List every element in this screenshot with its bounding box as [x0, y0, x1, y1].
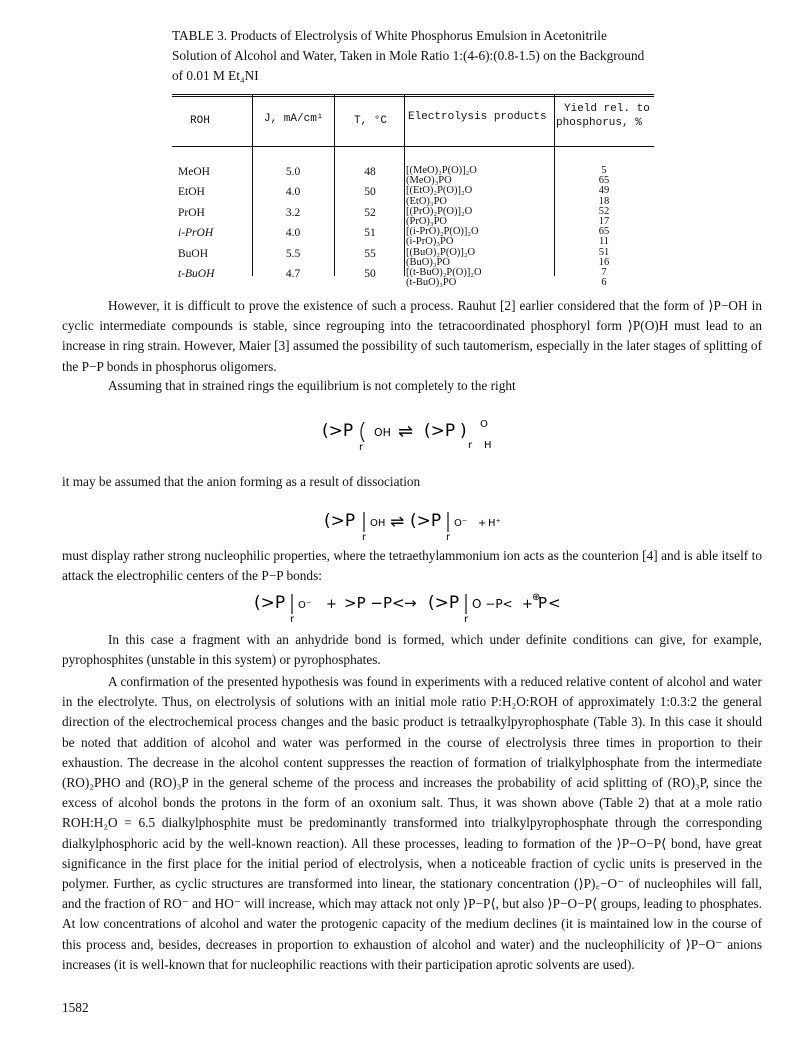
cell-j: 4.7: [285, 267, 301, 280]
cell-roh: MeOH: [178, 166, 210, 178]
header-products: Electrolysis products: [408, 111, 547, 123]
eq2-left-open: (>P: [324, 511, 356, 531]
col-divider-3: [404, 94, 405, 276]
product-tri: (PrO)₃PO: [406, 215, 447, 227]
product-tri: (MeO)₃PO: [406, 175, 452, 187]
eq1-right-h: H: [484, 440, 492, 451]
product-pyro: [(i-PrO)₂P(O)]₂O: [406, 226, 479, 238]
eq1-right-close: ): [460, 421, 467, 441]
equation-2-svg: [322, 504, 522, 544]
column-yield: [556, 166, 652, 288]
eq2-plus: +: [478, 518, 487, 529]
cell-t: 51: [364, 227, 376, 240]
eq1-sub-r: r: [359, 442, 364, 453]
eq1-right-o: O: [480, 419, 488, 430]
product-pair: [406, 207, 554, 227]
cell-t: 50: [364, 186, 376, 199]
cell-t: 50: [364, 267, 376, 280]
product-pair: [406, 248, 554, 268]
header-roh: ROH: [190, 115, 210, 127]
yield-pyro: 5: [601, 165, 607, 176]
cell-roh: EtOH: [178, 186, 205, 199]
table-header-rule: [172, 146, 654, 147]
header-t: T, °C: [354, 115, 388, 127]
product-pair: [406, 227, 554, 247]
eq3-left-open: (>P: [254, 593, 286, 613]
product-tri: (t-BuO)₃PO: [406, 277, 457, 289]
eq1-left-open: (>P: [322, 421, 354, 441]
eq2-h-plus: H⁺: [488, 518, 501, 529]
yield-tri: 16: [598, 256, 610, 268]
eq1-arrow: ⇌: [398, 421, 414, 442]
paragraph-1: However, it is difficult to prove the existence of such a process. Rauhut [2] earlier considered that the form of ⟩P−OH in cyclic intermediate compounds is stable, since regrouping into the tetracoordinated phosphoryl form ⟩P(O)H must lead to an increase in ring strain. However, Maier [3] assumed the possibility of such tautomerism, especially in the later stages of splitting of the P−P bonds in phosphorus oligomers.: [62, 298, 762, 374]
equation-3: [252, 586, 592, 633]
yield-pyro: 65: [598, 226, 610, 238]
eq2-sub-r-2: r: [446, 532, 451, 543]
cell-roh: PrOH: [178, 206, 205, 219]
yield-pair: [556, 268, 652, 288]
table-top-rule-2: [172, 96, 654, 97]
cell-t: 55: [364, 247, 376, 260]
eq3-plus-2: +: [522, 597, 533, 612]
cell-roh: i-PrOH: [178, 227, 214, 240]
cell-t: 52: [364, 206, 376, 219]
equation-2: [322, 504, 522, 549]
column-j: [254, 166, 332, 288]
eq3-phos-charge: ⊕: [532, 592, 541, 603]
eq3-plus: +: [326, 597, 337, 612]
eq1-right-open: (>P: [424, 421, 456, 441]
column-products: [406, 166, 554, 288]
yield-pyro: 49: [598, 185, 610, 197]
header-yield-1: Yield rel. to: [564, 103, 650, 115]
column-t: [336, 166, 404, 288]
eq1-left-oh: OH: [374, 426, 391, 439]
yield-pair: [556, 207, 652, 227]
table-caption: TABLE 3. Products of Electrolysis of White Phosphorus Emulsion in Acetonitrile Solution of Alcohol and Water, Taken in Mole Ratio 1:(4-6):(0.8-1.5) on the Background of 0.01 M Et₄NI: [172, 28, 645, 83]
paragraph-6: A confirmation of the presented hypothesis was found in experiments with a reduced relative content of alcohol and water in the electrolyte. Thus, on electrolysis of solutions with an initial mole ratio P:H₂O:ROH of approximately 1:0.3:2 the general direction of the electrochemical process changes and the basic product is tetraalkylpyrophosphate (Table 3). In this case it should be noted that addition of alcohol and water was performed in the course of electrolysis three times in proportion to their exhaustion. The decrease in the alcohol content suppresses the reaction of formation of trialkylphosphate from the intermediate (RO)₂PHO and (RO)₃P in the general scheme of the process and increases the probability of acid splitting of (RO)₃P, since the excess of alcohol bonds the protons in the form of an oxonium salt. Thus, it was shown above (Table 2) that at a mole ratio ROH:H₂O = 6.5 dialkylphosphite must be predominantly transformed into trialkylpyrophosphate through the corresponding dialkylphosphoric acid by the well-known reaction). All these processes, leading to formation of the ⟩P−O−P⟨ bond, have great significance in the first place for the initial period of electrolysis, when a noticeable fraction of cyclic units is preserved in the polymer. Further, as cyclic structures are transformed into linear, the stationary concentration (⟩P)꜀−O⁻ of nucleophiles will fall, and the fraction of RO⁻ and HO⁻ will increase, which may attack not only ⟩P−P⟨, but also ⟩P−O−P⟨ groups, leading to phosphates. At low concentrations of alcohol and water the protogenic capacity of the medium declines (it is maintained low in the course of this process and, besides, decreases in proportion to exhaustion of alcohol and water) and the nucleophilicity of ⟩P−O⁻ anions increases (it is well-known that for nucleophilic reactions with their participation aprotic solvents are used).: [62, 674, 762, 972]
eq3-left-o: O⁻: [298, 600, 312, 611]
yield-tri: 17: [598, 215, 610, 227]
yield-pair: [556, 186, 652, 206]
product-pyro: [(t-BuO)₂P(O)]₂O: [406, 266, 482, 278]
product-pair: [406, 166, 554, 186]
page-number: 1582: [62, 1000, 89, 1015]
col-divider-1: [252, 94, 253, 276]
paragraph-2: Assuming that in strained rings the equilibrium is not completely to the right: [108, 378, 516, 393]
product-pair: [406, 268, 554, 288]
table-3: [172, 94, 654, 289]
cell-j: 5.5: [285, 247, 301, 260]
eq3-pp: >P −P<: [344, 594, 405, 612]
yield-pair: [556, 248, 652, 268]
eq2-right-o: O⁻: [454, 518, 468, 529]
paragraph-3: it may be assumed that the anion forming as a result of dissociation: [62, 474, 421, 489]
product-pyro: [(PrO)₂P(O)]₂O: [406, 205, 473, 217]
product-pyro: [(BuO)₂P(O)]₂O: [406, 246, 476, 258]
yield-pyro: 51: [598, 246, 610, 258]
eq3-sub-r-2: r: [464, 614, 469, 625]
cell-j: 4.0: [285, 186, 301, 199]
eq2-sub-r: r: [362, 532, 367, 543]
equation-1: [320, 412, 520, 461]
paragraph-4: must display rather strong nucleophilic properties, where the tetraethylammonium ion acts as the counterion [4] and is able itself to attack the electrophilic centers of the P−P bonds:: [62, 548, 762, 584]
yield-tri: 18: [598, 195, 610, 207]
yield-pair: [556, 227, 652, 247]
header-yield-2: phosphorus, %: [556, 117, 642, 129]
cell-roh: BuOH: [178, 247, 209, 260]
cell-t: 48: [364, 166, 376, 178]
cell-j: 3.2: [285, 206, 301, 219]
cell-j: 5.0: [285, 166, 301, 178]
eq3-sub-r: r: [290, 614, 295, 625]
yield-tri: 6: [601, 277, 607, 289]
header-j: J, mA/cm¹: [264, 113, 324, 125]
product-pair: [406, 186, 554, 206]
yield-pair: [556, 166, 652, 186]
table-top-rule: [172, 94, 654, 95]
equation-3-svg: [252, 586, 592, 628]
col-divider-4: [554, 94, 555, 276]
product-tri: (i-PrO)₃PO: [406, 236, 454, 248]
product-pyro: [(EtO)₂P(O)]₂O: [406, 185, 473, 197]
yield-tri: 65: [598, 175, 610, 187]
col-divider-2: [334, 94, 335, 276]
product-pyro: [(MeO)₂P(O)]₂O: [406, 165, 477, 176]
eq3-right-open: (>P: [428, 593, 460, 613]
eq3-phos-lt: <: [548, 594, 561, 612]
eq3-right-o: O −P<: [472, 597, 513, 611]
yield-pyro: 52: [598, 205, 610, 217]
eq1-bracket: [361, 422, 364, 442]
column-roh: [178, 166, 248, 288]
yield-pyro: 7: [601, 266, 607, 278]
eq3-arrow: →: [404, 594, 417, 612]
eq1-sub-r-2: r: [468, 440, 473, 451]
eq2-left-oh: OH: [370, 518, 386, 529]
eq2-right-open: (>P: [410, 511, 442, 531]
eq3-phos: P: [538, 594, 548, 612]
cell-roh: t-BuOH: [178, 267, 215, 280]
yield-tri: 11: [598, 236, 610, 248]
cell-j: 4.0: [285, 227, 301, 240]
product-tri: (BuO)₃PO: [406, 256, 450, 268]
paragraph-5: In this case a fragment with an anhydride bond is formed, which under definite conditions can give, for example, pyrophosphites (unstable in this system) or pyrophosphates.: [62, 632, 762, 668]
eq2-arrow: ⇌: [390, 512, 405, 532]
product-tri: (EtO)₃PO: [406, 195, 447, 207]
equation-1-svg: [320, 412, 520, 456]
